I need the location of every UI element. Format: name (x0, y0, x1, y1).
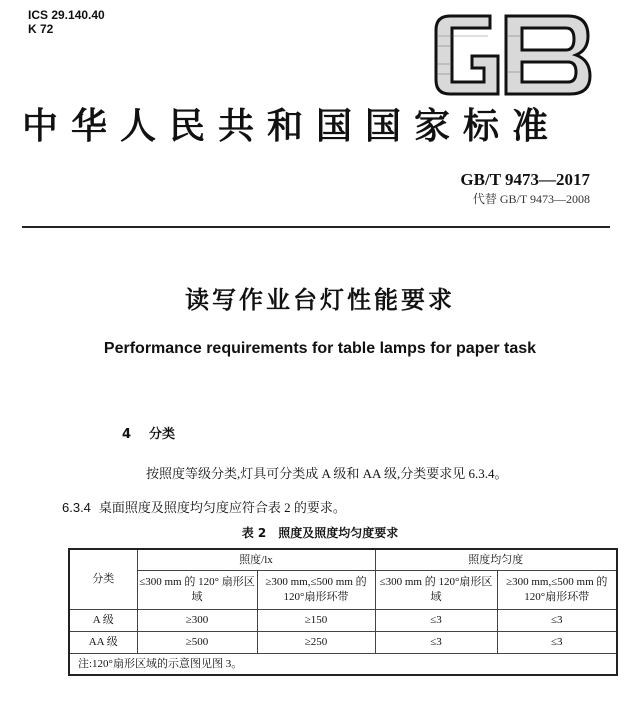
section-heading: 分类 (149, 427, 176, 442)
ics-code: ICS 29.140.40 (28, 8, 105, 22)
row-class: A 级 (69, 610, 137, 632)
header-illuminance: 照度/lx (137, 549, 375, 571)
section-4-heading (122, 423, 175, 442)
table-cell: ≤3 (375, 632, 497, 654)
gb-logo (428, 6, 596, 104)
header-rule (22, 226, 610, 228)
table-cell: ≤3 (497, 632, 617, 654)
header-class: 分类 (69, 549, 137, 610)
row-class: AA 级 (69, 632, 137, 654)
section-number: 4 (122, 427, 132, 442)
table-cell: ≤3 (497, 610, 617, 632)
subheader-cell: ≤300 mm 的 120°扇形区域 (375, 571, 497, 610)
section-4-body: 按照度等级分类,灯具可分类成 A 级和 AA 级,分类要求见 6.3.4。 (146, 466, 508, 481)
clause-6-3-4 (62, 497, 346, 516)
document-title-chinese: 读写作业台灯性能要求 (185, 286, 455, 314)
table-caption-label: 表 2 (241, 526, 267, 540)
replaces-standard: 代替 GB/T 9473—2008 (472, 192, 590, 206)
header-uniformity: 照度均匀度 (375, 549, 617, 571)
standard-number: GB/T 9473—2017 (460, 170, 590, 189)
table-cell: ≥500 (137, 632, 257, 654)
clause-number: 6.3.4 (62, 500, 91, 515)
illuminance-table (68, 548, 618, 676)
table-cell: ≥300 (137, 610, 257, 632)
table-caption (0, 524, 640, 541)
national-standard-title: 中华人民共和国国家标准 (22, 106, 562, 147)
classification-code: K 72 (28, 22, 54, 36)
table-row (69, 632, 617, 654)
table-cell: ≥150 (257, 610, 375, 632)
table-cell: ≥250 (257, 632, 375, 654)
table-caption-title: 照度及照度均匀度要求 (278, 526, 399, 540)
table-cell: ≤3 (375, 610, 497, 632)
subheader-cell: ≥300 mm,≤500 mm 的 120°扇形环带 (497, 571, 617, 610)
table-note: 注:120°扇形区域的示意图见图 3。 (69, 654, 617, 676)
document-title-english: Performance requirements for table lamps for paper task (103, 340, 537, 357)
subheader-cell: ≤300 mm 的 120° 扇形区域 (137, 571, 257, 610)
table-row (69, 610, 617, 632)
clause-body: 桌面照度及照度均匀度应符合表 2 的要求。 (98, 500, 346, 515)
subheader-cell: ≥300 mm,≤500 mm 的 120°扇形环带 (257, 571, 375, 610)
